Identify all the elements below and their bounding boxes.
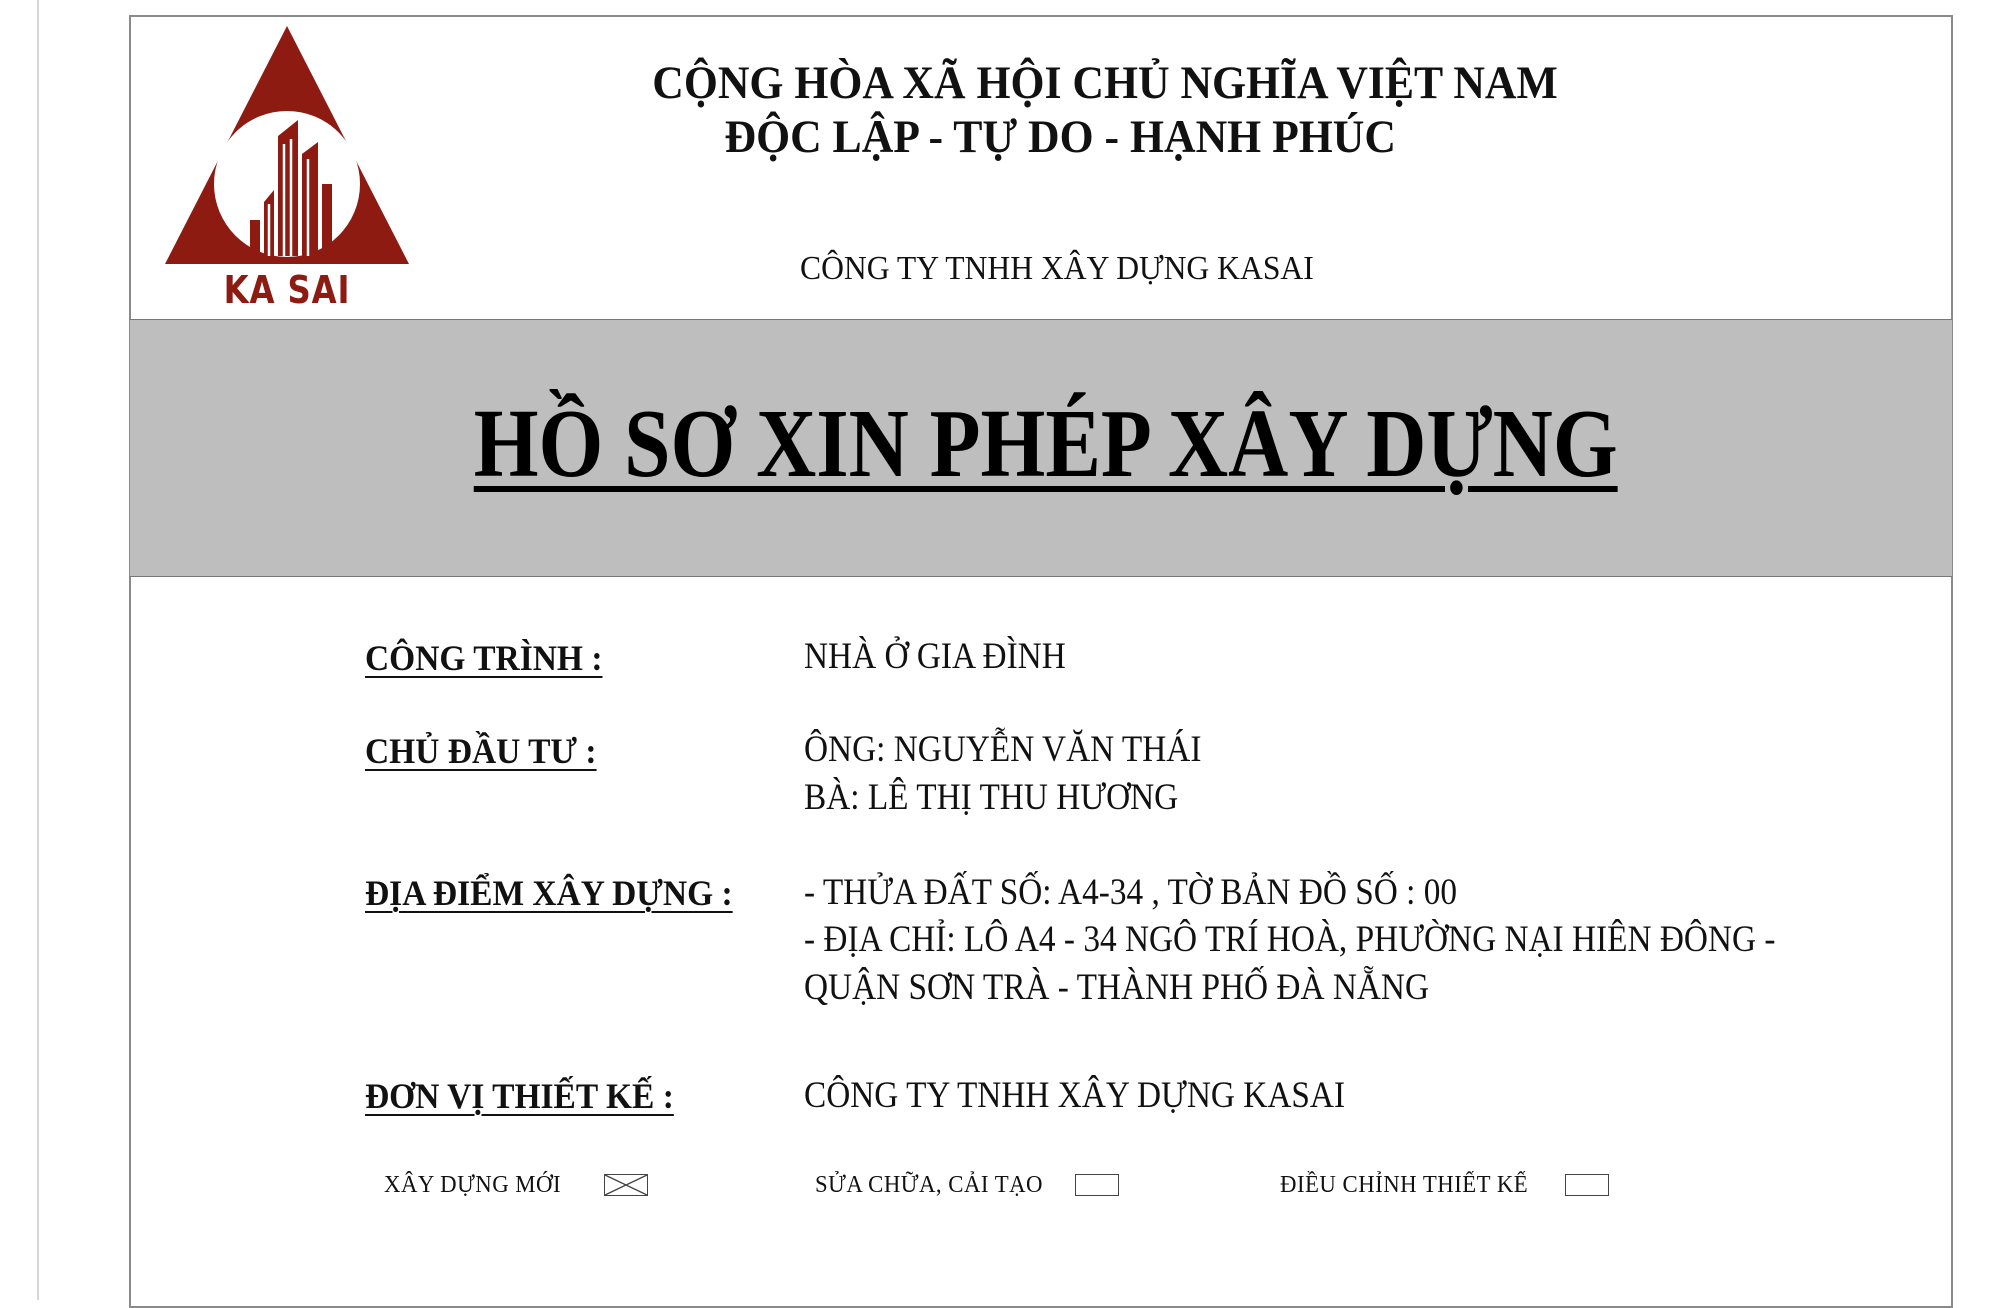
project-value: NHÀ Ở GIA ĐÌNH [804,636,1066,677]
location-label: ĐỊA ĐIỂM XÂY DỰNG : [365,873,733,913]
page-edge-line [37,0,39,1300]
owner-line2: BÀ: LÊ THỊ THU HƯƠNG [804,777,1179,818]
option-design-adjust-checkbox[interactable] [1565,1174,1609,1196]
company-name-header: CÔNG TY TNHH XÂY DỰNG KASAI [800,250,1314,287]
project-label: CÔNG TRÌNH : [365,638,603,678]
national-motto-line1: CỘNG HÒA XÃ HỘI CHỦ NGHĨA VIỆT NAM [652,57,1558,109]
option-repair-label: SỬA CHỮA, CẢI TẠO [815,1172,1043,1198]
owner-line1: ÔNG: NGUYỄN VĂN THÁI [804,729,1202,770]
designer-value: CÔNG TY TNHH XÂY DỰNG KASAI [804,1075,1346,1116]
checkbox-cross-icon [605,1175,647,1195]
location-line2: - ĐỊA CHỈ: LÔ A4 - 34 NGÔ TRÍ HOÀ, PHƯỜNG NẠI HIÊN ĐÔNG - [804,919,1776,960]
national-motto-line2: ĐỘC LẬP - TỰ DO - HẠNH PHÚC [724,111,1396,163]
location-line1: - THỬA ĐẤT SỐ: A4-34 , TỜ BẢN ĐỒ SỐ : 00 [804,872,1458,913]
location-line3: QUẬN SƠN TRÀ - THÀNH PHỐ ĐÀ NẴNG [804,967,1430,1008]
option-new-construction-checkbox[interactable] [604,1174,648,1196]
option-design-adjust-label: ĐIỀU CHỈNH THIẾT KẾ [1280,1172,1529,1198]
option-repair-checkbox[interactable] [1075,1174,1119,1196]
logo-text: KA SAI [223,268,351,312]
option-new-construction-label: XÂY DỰNG MỚI [384,1172,562,1198]
owner-label: CHỦ ĐẦU TƯ : [365,731,597,771]
designer-label: ĐƠN VỊ THIẾT KẾ : [365,1076,674,1116]
document-title: HỒ SƠ XIN PHÉP XÂY DỰNG [473,390,1618,498]
